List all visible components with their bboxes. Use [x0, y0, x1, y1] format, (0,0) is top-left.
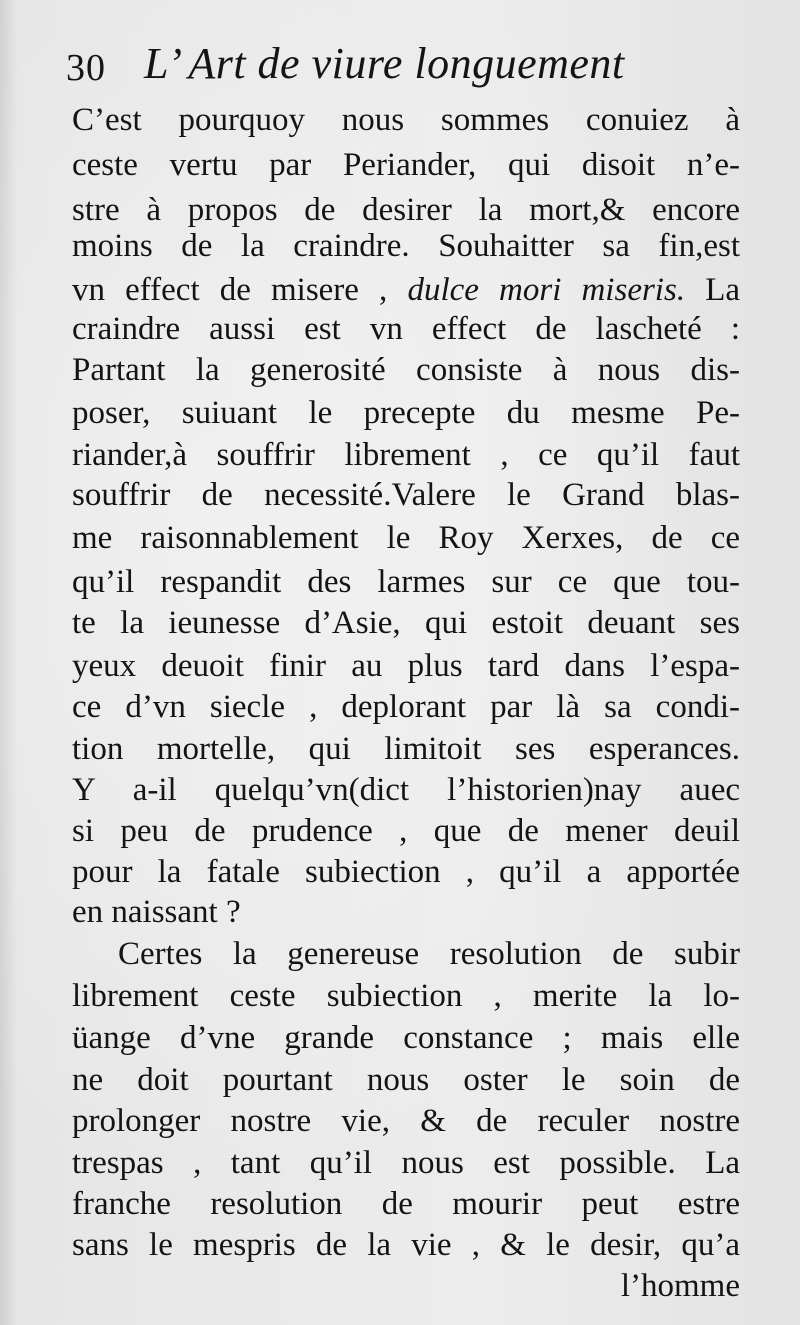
text-line: moins de la craindre. Souhaitter sa fin,est [72, 228, 740, 264]
page-number: 30 [66, 47, 106, 89]
paragraph-first-line: Certes la genereuse resolution de subir [118, 936, 740, 972]
text-line: tion mortelle, qui limitoit ses esperances. [72, 731, 740, 767]
text-line: me raisonnablement le Roy Xerxes, de ce [72, 520, 740, 556]
text-line: librement ceste subiection , merite la lo- [72, 978, 740, 1014]
text-line: ceste vertu par Periander, qui disoit n’e- [72, 147, 740, 183]
text-line: stre à propos de desirer la mort,& encore [72, 192, 740, 228]
text-line: craindre aussi est vn effect de lascheté : [72, 311, 740, 347]
text-line: qu’il respandit des larmes sur ce que tou- [72, 564, 740, 600]
latin-quotation: dulce mori miseris. [407, 272, 686, 308]
text-line: üange d’vne grande constance ; mais elle [72, 1020, 740, 1056]
text-line: souffrir de necessité.Valere le Grand blas- [72, 477, 740, 513]
text-line: franche resolution de mourir peut estre [72, 1186, 740, 1222]
text-line: poser, suiuant le precepte du mesme Pe- [72, 395, 740, 431]
text-line: en naissant ? [72, 894, 241, 930]
text-line: C’est pourquoy nous sommes conuiez à [72, 102, 740, 138]
text-line: prolonger nostre vie, & de reculer nostre [72, 1103, 740, 1139]
text-line: Y a-il quelqu’vn(dict l’historien)nay auec [72, 772, 740, 808]
running-title: L’ Art de viure longuement [144, 39, 625, 88]
text-line: sans le mespris de la vie , & le desir, qu’a [72, 1227, 740, 1263]
text-line-with-quotation [72, 268, 740, 312]
text-line: ne doit pourtant nous oster le soin de [72, 1062, 740, 1098]
text-line: yeux deuoit finir au plus tard dans l’espa- [72, 648, 740, 684]
text-line: te la ieunesse d’Asie, qui estoit deuant ses [72, 605, 740, 641]
text-line: pour la fatale subiection , qu’il a apportée [72, 854, 740, 890]
running-head [66, 38, 766, 94]
catchword: l’homme [620, 1268, 740, 1304]
text-line: trespas , tant qu’il nous est possible. La [72, 1145, 740, 1181]
text-line: riander,à souffrir librement , ce qu’il faut [72, 437, 740, 473]
text-line: si peu de prudence , que de mener deuil [72, 813, 740, 849]
text-run: La [705, 272, 741, 308]
text-run: vn effect de misere , [72, 272, 388, 308]
text-line: ce d’vn siecle , deplorant par là sa condi- [72, 689, 740, 725]
text-line: Partant la generosité consiste à nous dis- [72, 352, 740, 388]
